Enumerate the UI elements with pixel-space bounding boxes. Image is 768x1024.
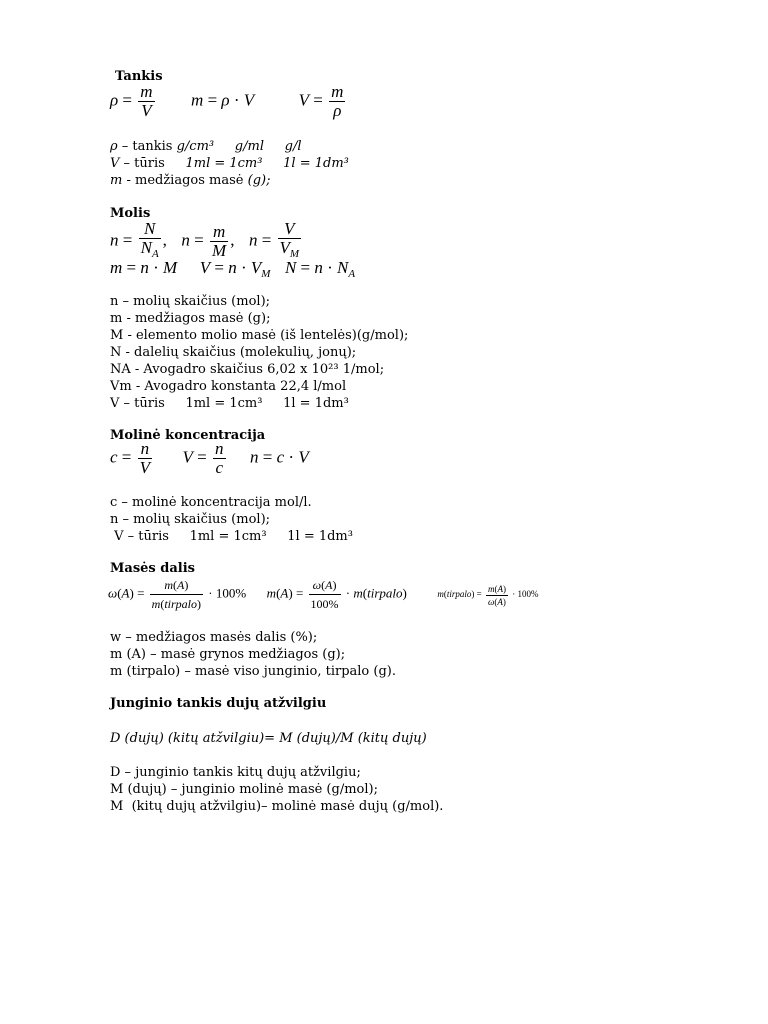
formula-density: ρ = $\frac{m}{V}$ m = ρ · V V = $\frac{m}{\rho}$ xyxy=(110,82,344,120)
koncentracija-line-n: n – molių skaičius (mol); xyxy=(110,512,271,527)
molis-line-n: n – molių skaičius (mol); xyxy=(110,294,271,309)
heading-koncentracija: Molinė koncentracija xyxy=(110,428,266,443)
junginio-formula: D (dujų) (kitų atžvilgiu)= M (dujų)/M (kitų dujų) xyxy=(110,731,427,746)
mases-dalis-line-mA: m (A) – masė grynos medžiagos (g); xyxy=(110,647,346,662)
tankis-line-rho: ρ – tankis g/cm³ g/ml g/l xyxy=(110,139,302,154)
mases-dalis-line-mtirpalo: m (tirpalo) – masė viso junginio, tirpalo (g). xyxy=(110,664,396,679)
junginio-line-D: D – junginio tankis kitų dujų atžvilgiu; xyxy=(110,765,361,780)
junginio-line-Mduju: M (dujų) – junginio molinė masė (g/mol); xyxy=(110,782,378,797)
formula-mass-fraction: ω(A) = $\frac{m(A)}{\text{m(tirpalo)}}$ · 100% m(A) = $\frac{\omega(A)}{100\%}$ · m(tirpalo) m(tirpalo) = $\frac{m(A)}{\omega(A)}$ · 100% xyxy=(108,578,539,611)
formula-concentration: c = $\frac{n}{V}$ V = $\frac{n}{c}$ n = c · V xyxy=(110,439,309,477)
formula-moles-row1: n = $\frac{N}{N_A}$ , n = $\frac{m}{M}$ , n = $\frac{V}{V_M}$ xyxy=(110,219,300,260)
heading-junginio: Junginio tankis dujų atžvilgiu xyxy=(110,696,327,711)
molis-line-V: V – tūris 1ml = 1cm³ 1l = 1dm³ xyxy=(110,396,349,411)
molis-line-Vm: Vm - Avogadro konstanta 22,4 l/mol xyxy=(110,379,347,394)
molis-line-N: N - dalelių skaičius (molekulių, jonų); xyxy=(110,345,357,360)
tankis-line-volume: V – tūris 1ml = 1cm³ 1l = 1dm³ xyxy=(110,156,349,171)
formula-moles-row2: m = n · M $V = n \cdot V_M$ $N = n \cdot N_A$ xyxy=(110,258,356,280)
molis-line-NA: NA - Avogadro skaičius 6,02 x 10²³ 1/mol; xyxy=(110,362,385,377)
mases-dalis-line-w: w – medžiagos masės dalis (%); xyxy=(110,630,318,645)
tankis-line-mass: m - medžiagos masė (g); xyxy=(110,173,271,188)
molis-line-M: M - elemento molio masė (iš lentelės)(g/mol); xyxy=(110,328,409,343)
koncentracija-line-V: V – tūris 1ml = 1cm³ 1l = 1dm³ xyxy=(110,529,353,544)
junginio-line-Mkitu: M (kitų dujų atžvilgiu)– molinė masė dujų (g/mol). xyxy=(110,799,444,814)
koncentracija-line-c: c – molinė koncentracija mol/l. xyxy=(110,495,312,510)
heading-molis: Molis xyxy=(110,206,151,221)
heading-tankis: Tankis xyxy=(115,69,163,84)
heading-mases-dalis: Masės dalis xyxy=(110,561,195,576)
molis-line-m: m - medžiagos masė (g); xyxy=(110,311,271,326)
